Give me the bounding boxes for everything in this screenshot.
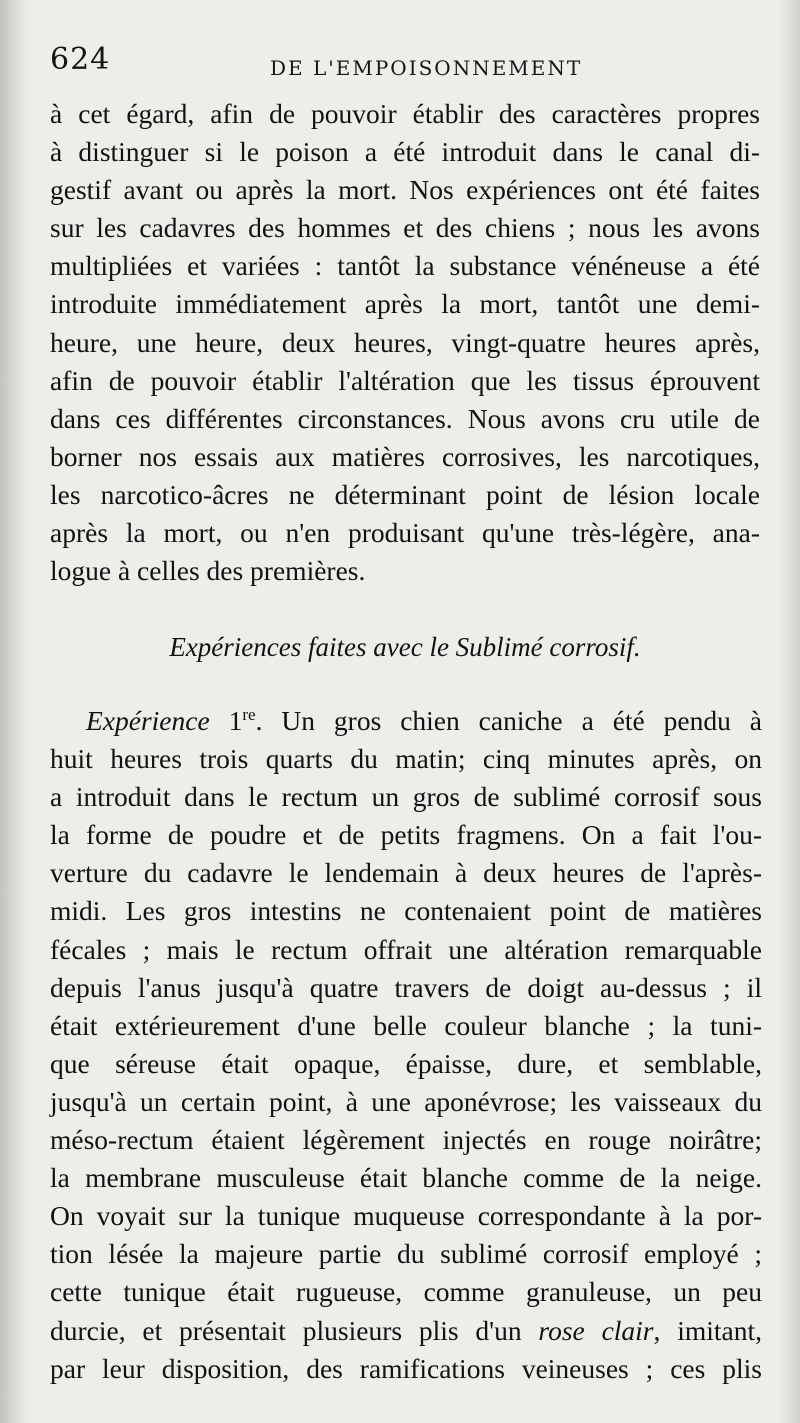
text-line: borner nos essais aux matières corrosives, les narcotiques,	[50, 440, 760, 472]
text-line: sur les cadavres des hommes et des chiens ; nous les avons	[50, 212, 760, 244]
text-line: était extérieurement d'une belle couleur blanche ; la tuni-	[50, 1009, 762, 1041]
text-line: la membrane musculeuse était blanche comme de la neige.	[50, 1162, 762, 1194]
text-line: a introduit dans le rectum un gros de sublimé corrosif sous	[50, 781, 762, 813]
experiment-first-line	[50, 702, 762, 740]
italic-term: rose clair	[538, 1314, 654, 1346]
experiment-number-suffix: re	[242, 704, 256, 724]
text-segment: durcie, et présentait plusieurs plis d'un	[50, 1314, 539, 1346]
text-line: gestif avant ou après la mort. Nos expériences ont été faites	[50, 174, 760, 206]
text-line: On voyait sur la tunique muqueuse correspondante à la por-	[50, 1200, 762, 1232]
text-line: verture du cadavre le lendemain à deux heures de l'après-	[50, 857, 762, 889]
text-line: heure, une heure, deux heures, vingt-quatre heures après,	[50, 326, 760, 358]
text-line: jusqu'à un certain point, à une aponévrose; les vaisseaux du	[50, 1085, 762, 1117]
text-line: les narcotico-âcres ne déterminant point de lésion locale	[50, 478, 760, 510]
text-line: midi. Les gros intestins ne contenaient point de matières	[50, 895, 762, 927]
paragraph-intro	[50, 95, 760, 590]
paragraph-experiment	[50, 702, 762, 1388]
text-line: à cet égard, afin de pouvoir établir des caractères propres	[50, 98, 760, 129]
text-line: après la mort, ou n'en produisant qu'une très-légère, ana-	[50, 517, 760, 549]
text-line: cette tunique était rugueuse, comme granuleuse, un peu	[50, 1276, 762, 1308]
text-line: tion lésée la majeure partie du sublimé corrosif employé ;	[50, 1238, 762, 1270]
text-line: introduite immédiatement après la mort, tantôt une demi-	[50, 288, 760, 320]
text-line: méso-rectum étaient légèrement injectés en rouge noirâtre;	[50, 1124, 762, 1156]
text-line: depuis l'anus jusqu'à quatre travers de doigt au-dessus ; il	[50, 971, 762, 1003]
experiment-label: Expérience	[86, 705, 210, 736]
text-segment: , imitant,	[653, 1314, 762, 1346]
text-line: dans ces différentes circonstances. Nous avons cru utile de	[50, 402, 760, 434]
text-line-with-italic	[50, 1312, 762, 1350]
text-line: par leur disposition, des ramifications veineuses ; ces plis	[50, 1352, 762, 1384]
experiment-first-line-text: . Un gros chien caniche a été pendu à	[255, 705, 763, 736]
experiment-number: 1	[228, 705, 243, 736]
text-line: à distinguer si le poison a été introduit dans le canal di-	[50, 136, 760, 168]
text-line: multipliées et variées : tantôt la substance vénéneuse a été	[50, 250, 760, 282]
text-line: que séreuse était opaque, épaisse, dure, et semblable,	[50, 1047, 762, 1079]
page-header	[50, 42, 750, 92]
text-line: afin de pouvoir établir l'altération que les tissus éprouvent	[50, 364, 760, 396]
section-heading: Expériences faites avec le Sublimé corrosif.	[169, 632, 641, 662]
text-line: la forme de poudre et de petits fragmens. On a fait l'ou-	[50, 819, 762, 851]
text-line: logue à celles des premières.	[50, 555, 366, 587]
text-line: fécales ; mais le rectum offrait une altération remarquable	[50, 933, 762, 965]
page-number: 624	[50, 42, 111, 77]
text-line: huit heures trois quarts du matin; cinq minutes après, on	[50, 743, 762, 775]
running-head: DE L'EMPOISONNEMENT	[270, 56, 583, 80]
